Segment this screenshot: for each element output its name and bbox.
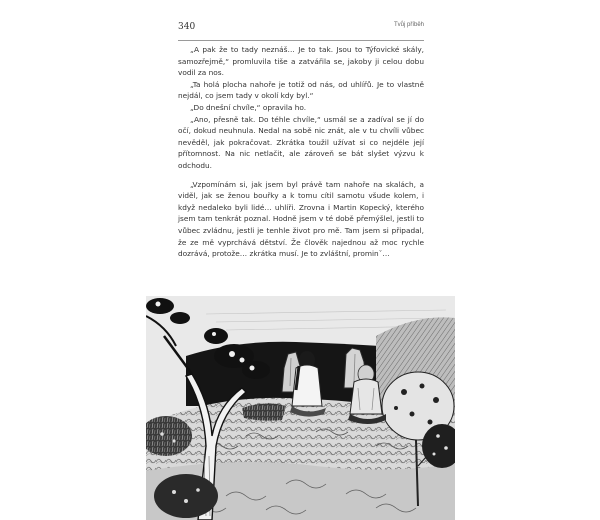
paragraph: „A pak že to tady neznáš… Je to tak. Jsou to Týfovické skály, samozřejmě,“ promluvila tiše a zatvářila se, jakoby ji celou dobu vodil za nos.: [178, 45, 424, 78]
page-header: [178, 22, 424, 41]
paragraph: „Vzpomínám si, jak jsem byl právě tam nahoře na skalách, a viděl, jak se ženou bouřky a k tomu cítil samotu všude kolem, i když nedaleko byli lidé… uhlíři. Zrovna i Martin Kopecký, kterého jsem tam tenkrát poznal. Hodně jsem v té době přemýšlel, jestli to vůbec zvládnu, jestli je tenhle život pro mě. Tam jsem si připadal, že ze mě vyprchává dětství. Že člověk najednou až moc rychle dozrává, protože… zkrátka musí. Je to zvláštní, prominˇ…: [178, 179, 424, 259]
page-number: 340: [178, 22, 196, 32]
landscape-illustration: [146, 296, 455, 520]
paragraph: „Ano, přesně tak. Do téhle chvíle,“ usmál se a zadíval se jí do očí, dokud neuhnula. Nedal na sobě nic znát, ale v tu chvíli vůbec nevěděl, jak pokračovat. Zkrátka toužil užívat si co nejdéle její přítomnost. Na nic netlačit, ale zároveň se bát slyšet výzvu k odchodu.: [178, 114, 424, 170]
paragraph: „Do dnešní chvíle,“ opravila ho.: [190, 102, 307, 112]
running-head: Tvůj příběh: [393, 22, 424, 28]
body-text: [178, 44, 424, 289]
paragraph: „Ta holá plocha nahoře je totiž od nás, od uhlířů. Je to vlastně nejdál, co jsem tady v okolí kdy byl.“: [178, 79, 424, 101]
